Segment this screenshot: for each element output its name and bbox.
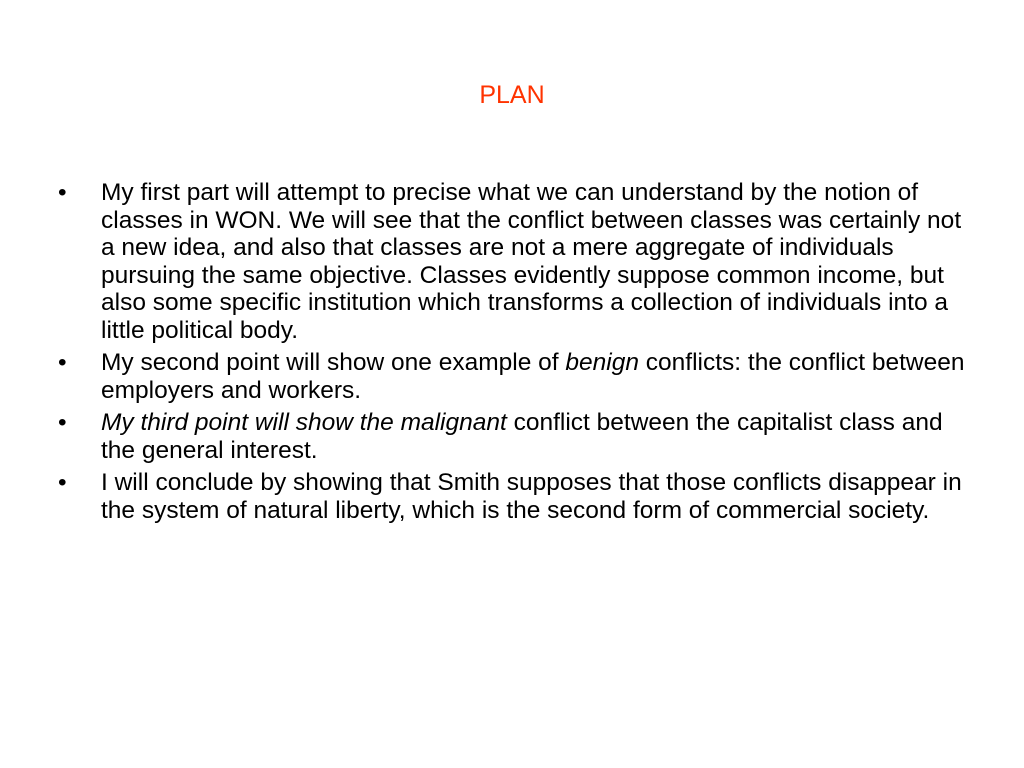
bullet-item-3 — [58, 409, 978, 464]
bullet-text: My first part will attempt to precise what we can understand by the notion of classes in WON. We will see that the conflict between classes was certainly not a new idea, and also that classes are not a mere aggregate of individuals pursuing the same objective. Classes evidently suppose common income, but also some specific institution which transforms a collection of individuals into a little political body. — [101, 179, 962, 344]
bullet-item-4 — [58, 469, 978, 524]
bullet-text-italic: My third point will show the malignant — [101, 409, 507, 436]
bullet-text: conflict between the capitalist class and the general interest. — [101, 409, 943, 464]
bullet-list — [58, 179, 978, 529]
bullet-icon: • — [58, 179, 67, 206]
bullet-text: conflicts: the conflict between employers and workers. — [101, 349, 965, 404]
bullet-icon: • — [58, 469, 67, 496]
bullet-text-italic: benign — [565, 349, 639, 376]
bullet-item-2 — [58, 349, 978, 404]
bullet-icon: • — [58, 349, 67, 376]
bullet-text: I will conclude by showing that Smith supposes that those conflicts disappear in the system of natural liberty, which is the second form of commercial society. — [101, 469, 962, 524]
bullet-item-1 — [58, 179, 978, 344]
bullet-icon: • — [58, 409, 67, 436]
slide-title: PLAN — [479, 81, 545, 109]
bullet-text: My second point will show one example of — [101, 349, 566, 376]
